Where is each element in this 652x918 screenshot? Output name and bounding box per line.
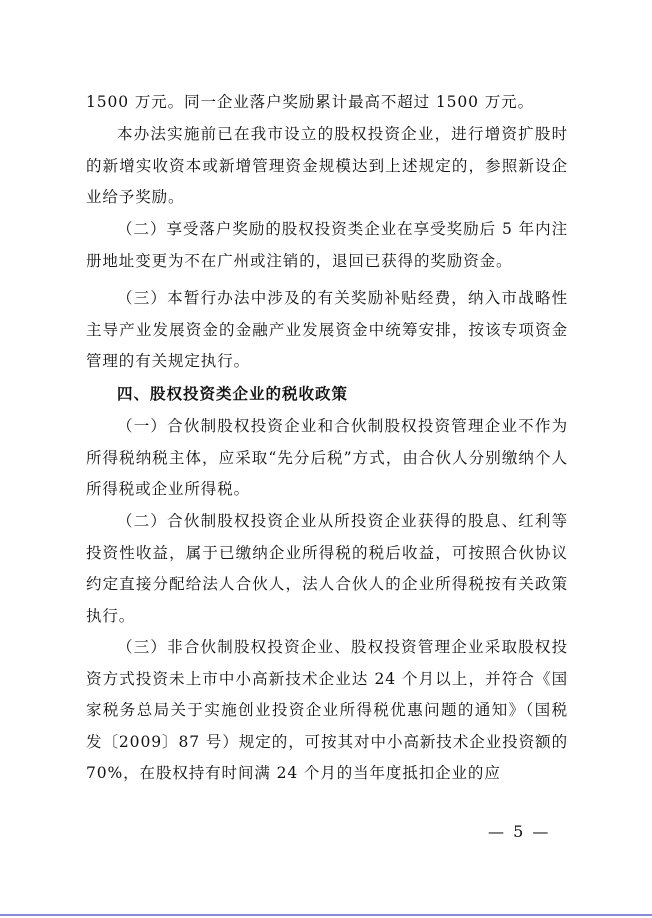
tax-paragraph-3: （三）非合伙制股权投资企业、股权投资管理企业采取股权投资方式投资未上市中小高新技术企业达 24 个月以上，并符合《国家税务总局关于实施创业投资企业所得税优惠问题的通知》（国税发〔2009〕87 号）规定的，可按其对中小高新技术企业投资额的 70%，在股权持有时间满 24 个月的当年度抵扣企业的应	[86, 638, 568, 782]
paragraph-item-2: （二）享受落户奖励的股权投资类企业在享受奖励后 5 年内注册地址变更为不在广州或注销的，退回已获得的奖励资金。	[86, 220, 568, 270]
paragraph-continuation: 1500 万元。同一企业落户奖励累计最高不超过 1500 万元。	[86, 93, 534, 111]
page-number: — 5 —	[488, 822, 551, 841]
paragraph-item-3: （三）本暂行办法中涉及的有关奖励补贴经费，纳入市战略性主导产业发展资金的金融产业发展资金中统筹安排，按该专项资金管理的有关规定执行。	[86, 289, 568, 370]
paragraph-existing-enterprises: 本办法实施前已在我市设立的股权投资企业，进行增资扩股时的新增实收资本或新增管理资金规模达到上述规定的，参照新设企业给予奖励。	[86, 125, 568, 206]
section-heading: 四、股权投资类企业的税收政策	[117, 385, 349, 403]
tax-paragraph-1: （一）合伙制股权投资企业和合伙制股权投资管理企业不作为所得税纳税主体，应采取“先分后税”方式，由合伙人分别缴纳个人所得税或企业所得税。	[86, 417, 568, 498]
bottom-border	[0, 914, 652, 916]
tax-paragraph-2: （二）合伙制股权投资企业从所投资企业获得的股息、红利等投资性收益，属于已缴纳企业所得税的税后收益，可按照合伙协议约定直接分配给法人合伙人，法人合伙人的企业所得税按有关政策执行。	[86, 512, 568, 625]
